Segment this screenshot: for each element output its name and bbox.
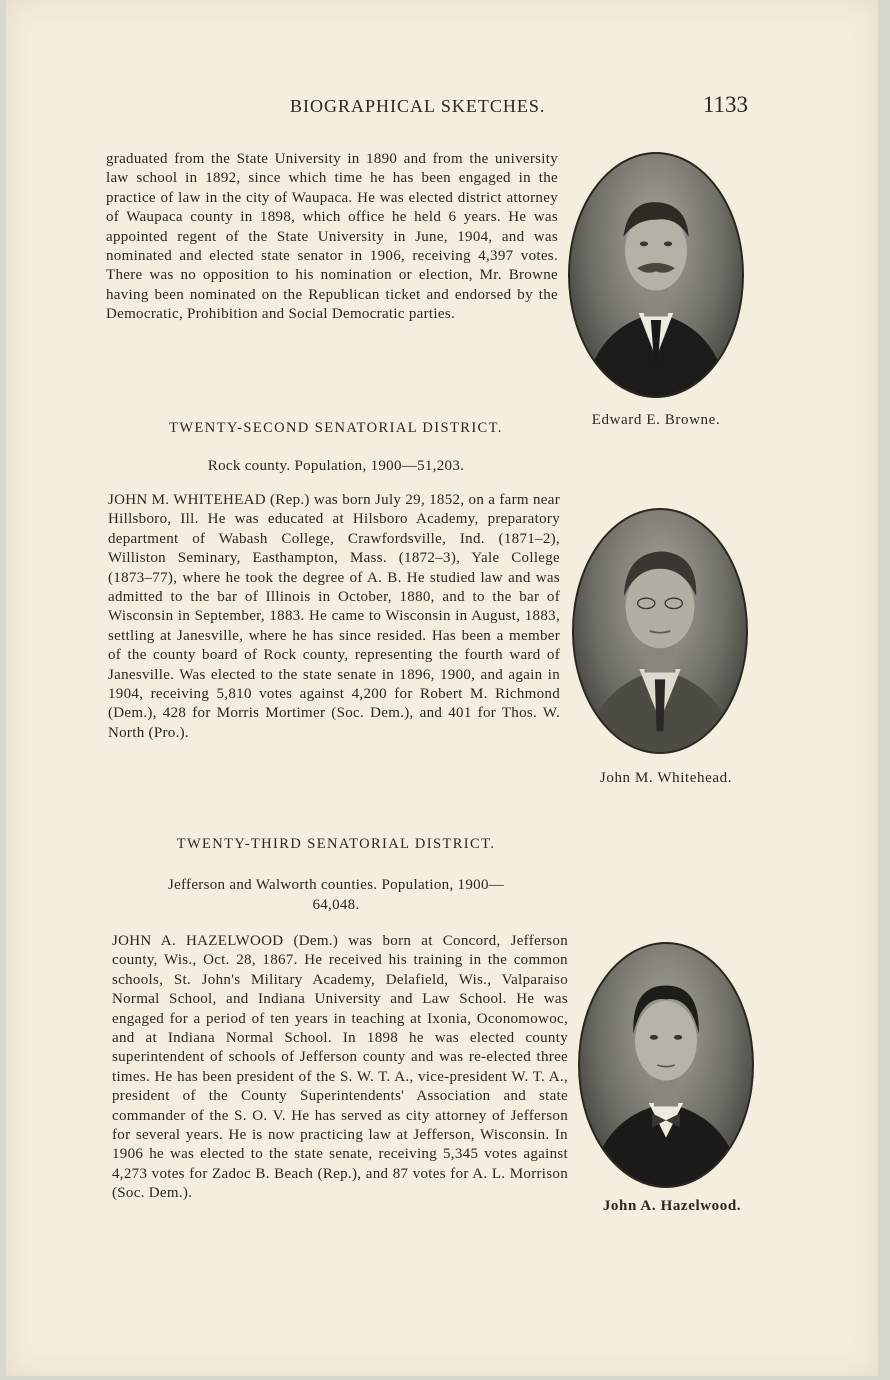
district23-subheading — [106, 875, 566, 915]
district23-subheading-line1: Jefferson and Walworth counties. Population, 1900— — [167, 877, 505, 893]
district23-subheading-line2: 64,048. — [312, 897, 360, 913]
whitehead-caption: John M. Whitehead. — [599, 770, 733, 786]
hazelwood-caption: John A. Hazelwood. — [602, 1198, 742, 1214]
running-head: BIOGRAPHICAL SKETCHES. — [290, 96, 546, 116]
man-portrait-icon — [580, 944, 752, 1186]
page-number: 1133 — [702, 92, 748, 117]
portrait-john-whitehead — [572, 508, 748, 754]
book-page — [6, 0, 878, 1376]
district22-subheading: Rock county. Population, 1900—51,203. — [207, 458, 465, 474]
browne-caption: Edward E. Browne. — [591, 412, 721, 428]
portrait-john-hazelwood — [578, 942, 754, 1188]
district23-heading: TWENTY-THIRD SENATORIAL DISTRICT. — [176, 836, 496, 852]
page-header — [286, 92, 756, 122]
portrait-edward-browne — [568, 152, 744, 398]
district22-heading: TWENTY-SECOND SENATORIAL DISTRICT. — [169, 420, 503, 436]
hazelwood-paragraph: JOHN A. HAZELWOOD (Dem.) was born at Concord, Jefferson county, Wis., Oct. 28, 1867. He received his training in the common schools, St. John's Military Academy, Delafield, Wis., Valparaiso Normal School, and Indiana University and Law School. He was engaged for a period of ten years in teaching at Ixonia, Oconomowoc, and at Indiana Normal School. In 1898 he was elected county superintendent of schools of Jefferson county and was re-elected three times. He has been president of the S. W. T. A., vice-president W. T. A., president of the County Superintendents' Association and state commander of the S. O. V. He has served as city attorney of Jefferson for several years. He is now practicing law at Jefferson, Wisconsin. In 1906 he was elected to the state senate, receiving 5,345 votes against 4,273 votes for Zadoc B. Beach (Rep.), and 87 votes for A. L. Morrison (Soc. Dem.). — [112, 933, 568, 1202]
man-portrait-icon — [570, 154, 742, 396]
browne-paragraph: graduated from the State University in 1890 and from the university law school in 1892, since which time he has been engaged in the practice of law in the city of Waupaca. He was elected district attorney of Waupaca county in 1898, which office he held 6 years. He was appointed regent of the State University in June, 1904, and was nominated and elected state senator in 1906, receiving 4,397 votes. There was no opposition to his nomination or election, Mr. Browne having been nominated on the Republican ticket and endorsed by the Democratic, Prohibition and Social Democratic parties. — [106, 151, 558, 323]
man-portrait-icon — [574, 510, 746, 752]
whitehead-paragraph: JOHN M. WHITEHEAD (Rep.) was born July 29, 1852, on a farm near Hillsboro, Ill. He was educated at Hilsboro Academy, preparatory department of Wabash College, Crawfordsville, Ind. (1871–2), Williston Seminary, Easthampton, Mass. (1872–3), Yale College (1873–77), where he took the degree of A. B. He studied law and was admitted to the bar of Illinois in October, 1880, and to the bar of Wisconsin in September, 1883. He came to Wisconsin in August, 1883, settling at Janesville, where he has since resided. Has been a member of the county board of Rock county, representing the fourth ward of Janesville. Was elected to the state senate in 1896, 1900, and again in 1904, receiving 5,810 votes against 4,200 for Robert M. Richmond (Dem.), 428 for Morris Mortimer (Soc. Dem.), and 401 for Thos. W. North (Pro.). — [108, 492, 560, 741]
